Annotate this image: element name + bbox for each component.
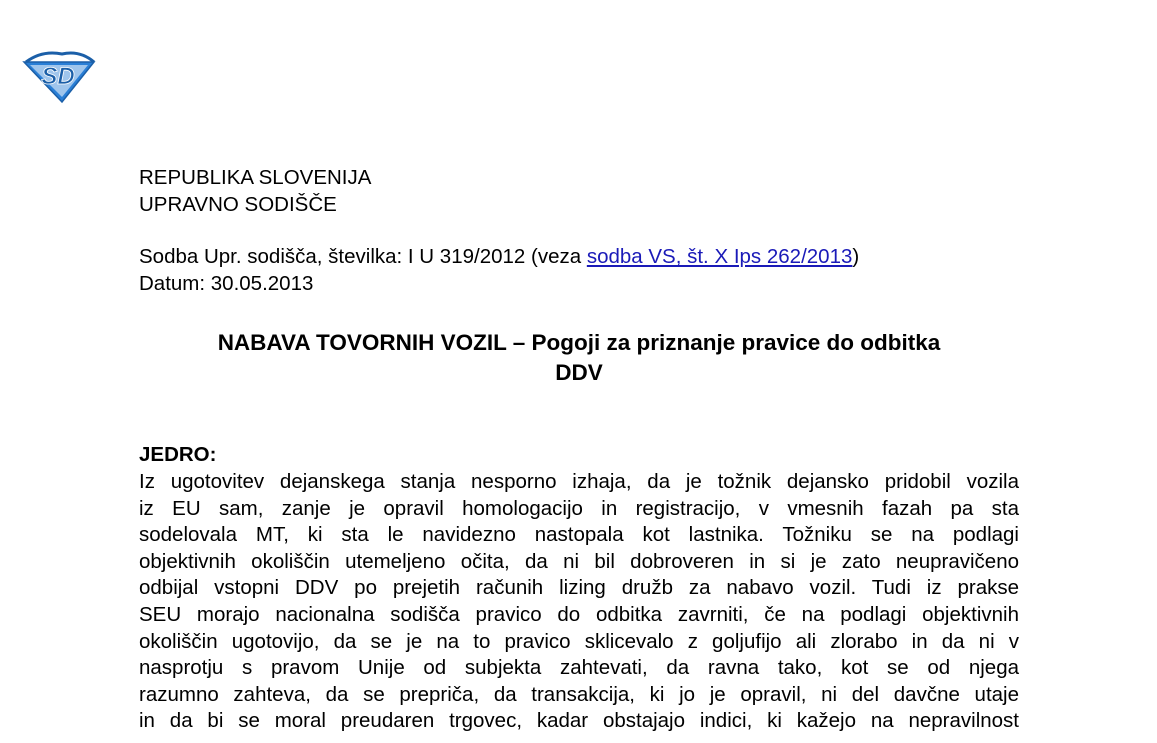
- country-heading: REPUBLIKA SLOVENIJA: [139, 166, 372, 189]
- paragraph-line: in da bi se moral preudaren trgovec, kadar obstajajo indici, ki kažejo na nepravilnost: [139, 709, 1019, 733]
- paragraph-line: Iz ugotovitev dejanskega stanja nesporno izhaja, da je tožnik dejansko pridobil vozila: [139, 469, 1019, 493]
- paragraph-line: nasprotju s pravom Unije od subjekta zahtevati, da ravna tako, kot se od njega: [139, 656, 1019, 680]
- supreme-court-judgment-link[interactable]: sodba VS, št. X Ips 262/2013: [586, 245, 853, 269]
- case-reference: [139, 244, 1019, 271]
- court-logo-icon: [22, 48, 96, 104]
- paragraph-line: okoliščin ugotovijo, da se je na to pravico sklicevalo z goljufijo ali zlorabo in da ni v: [139, 629, 1019, 653]
- paragraph-line: odbijal vstopni DDV po prejetih računih lizing družb za nabavo vozil. Tudi iz prakse: [139, 576, 1019, 600]
- case-reference-prefix: Sodba Upr. sodišča, številka: I U 319/2012 (veza: [139, 245, 587, 269]
- paragraph-line: SEU morajo nacionalna sodišča pravico do odbitka zavrniti, če na podlagi objektivnih: [139, 602, 1019, 626]
- title-line-2: DDV: [555, 360, 603, 386]
- svg-text:SD: SD: [41, 63, 75, 90]
- document-body: [139, 165, 1019, 735]
- judgment-date: Datum: 30.05.2013: [139, 271, 314, 295]
- case-reference-suffix: ): [852, 245, 860, 269]
- paragraph-line: objektivnih okoliščin utemeljeno očita, da ni bil dobroveren in si je zato neupravičeno: [139, 549, 1019, 573]
- paragraph-line: sodelovala MT, ki sta le navidezno nastopala kot lastnika. Tožniku se na podlagi: [139, 523, 1019, 547]
- paragraph-line: razumno zahteva, da se prepriča, da transakcija, ki jo je opravil, ni del davčne utaje: [139, 682, 1019, 706]
- section-heading: JEDRO:: [139, 443, 217, 467]
- court-name: UPRAVNO SODIŠČE: [139, 192, 337, 216]
- section-paragraph: [139, 469, 1019, 735]
- document-title: [139, 328, 1019, 388]
- title-line-1: NABAVA TOVORNIH VOZIL – Pogoji za priznanje pravice do odbitka: [217, 330, 941, 356]
- paragraph-line: iz EU sam, zanje je opravil homologacijo in registracijo, v vmesnih fazah pa sta: [139, 496, 1019, 520]
